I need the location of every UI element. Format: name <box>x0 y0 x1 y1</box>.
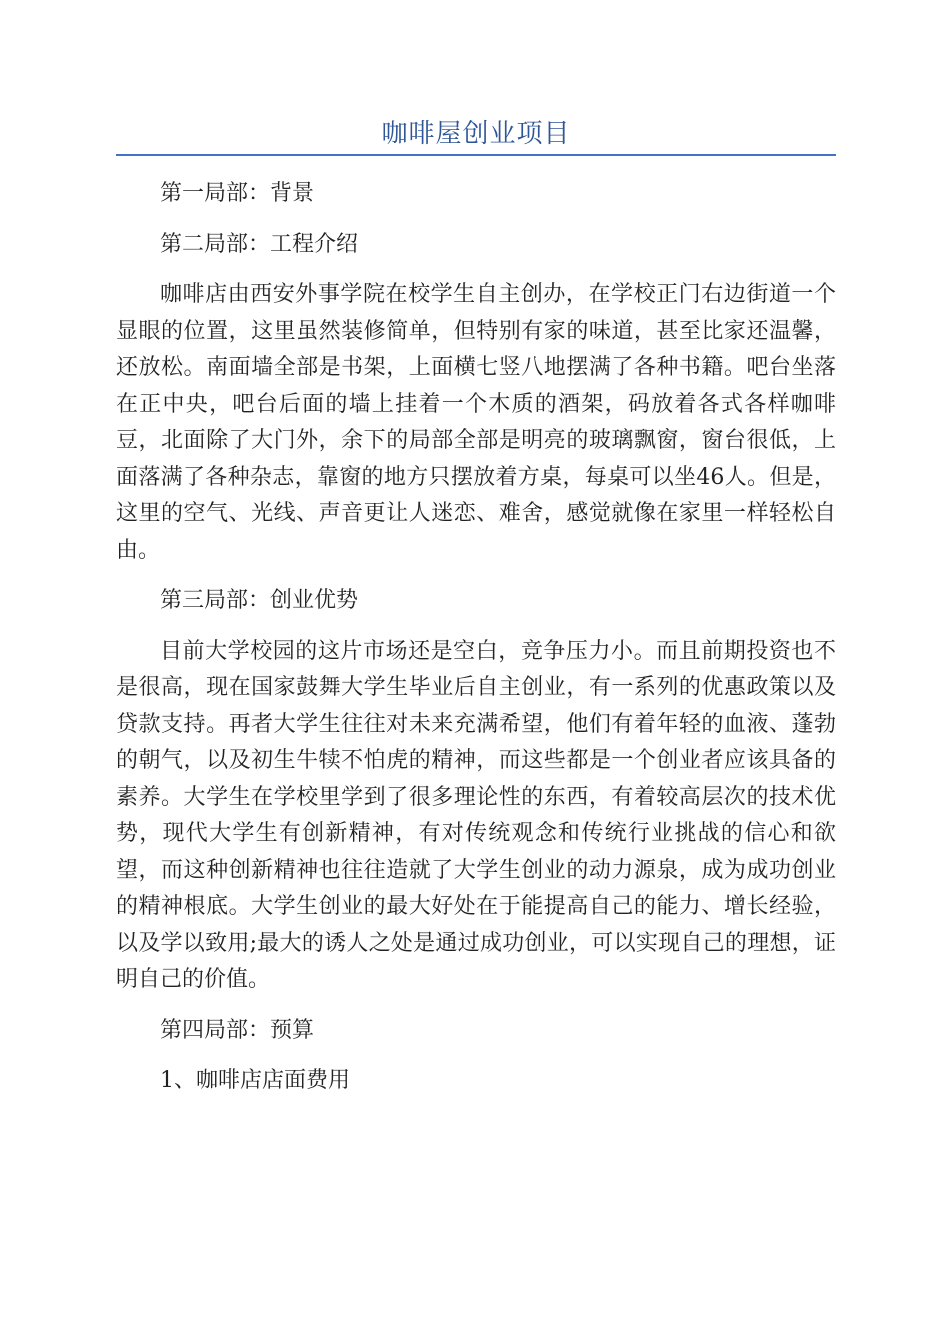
section-heading-project-intro: 第二局部：工程介绍 <box>160 231 359 257</box>
paragraph-advantages: 目前大学校园的这片市场还是空白，竞争压力小。而且前期投资也不是很高，现在国家鼓舞大学生毕业后自主创业，有一系列的优惠政策以及贷款支持。再者大学生往往对未来充满希望，他们有着年轻的血液、蓬勃的朝气，以及初生牛犊不怕虎的精神，而这些都是一个创业者应该具备的素养。大学生在学校里学到了很多理论性的东西，有着较高层次的技术优势，现代大学生有创新精神，有对传统观念和传统行业挑战的信心和欲望，而这种创新精神也往往造就了大学生创业的动力源泉，成为成功创业的精神根底。大学生创业的最大好处在于能提高自己的能力、增长经验，以及学以致用;最大的诱人之处是通过成功创业，可以实现自己的理想，证明自己的价值。 <box>116 638 836 992</box>
title-underline <box>116 154 836 156</box>
paragraph-project-intro: 咖啡店由西安外事学院在校学生自主创办，在学校正门右边街道一个显眼的位置，这里虽然装修简单，但特别有家的味道，甚至比家还温馨，还放松。南面墙全部是书架，上面横七竖八地摆满了各种书籍。吧台坐落在正中央，吧台后面的墙上挂着一个木质的酒架，码放着各式各样咖啡豆，北面除了大门外，余下的局部全部是明亮的玻璃飘窗，窗台很低，上面落满了各种杂志，靠窗的地方只摆放着方桌，每桌可以坐46人。但是，这里的空气、光线、声音更让人迷恋、难舍，感觉就像在家里一样轻松自由。 <box>116 282 836 563</box>
section-heading-background: 第一局部：背景 <box>160 181 315 206</box>
section-heading-budget: 第四局部：预算 <box>160 1017 315 1043</box>
section-heading-advantages: 第三局部：创业优势 <box>160 588 359 613</box>
document-body <box>116 176 836 1114</box>
subheading-store-cost: 1、咖啡店店面费用 <box>160 1068 350 1093</box>
document-title: 咖啡屋创业项目 <box>381 119 571 149</box>
